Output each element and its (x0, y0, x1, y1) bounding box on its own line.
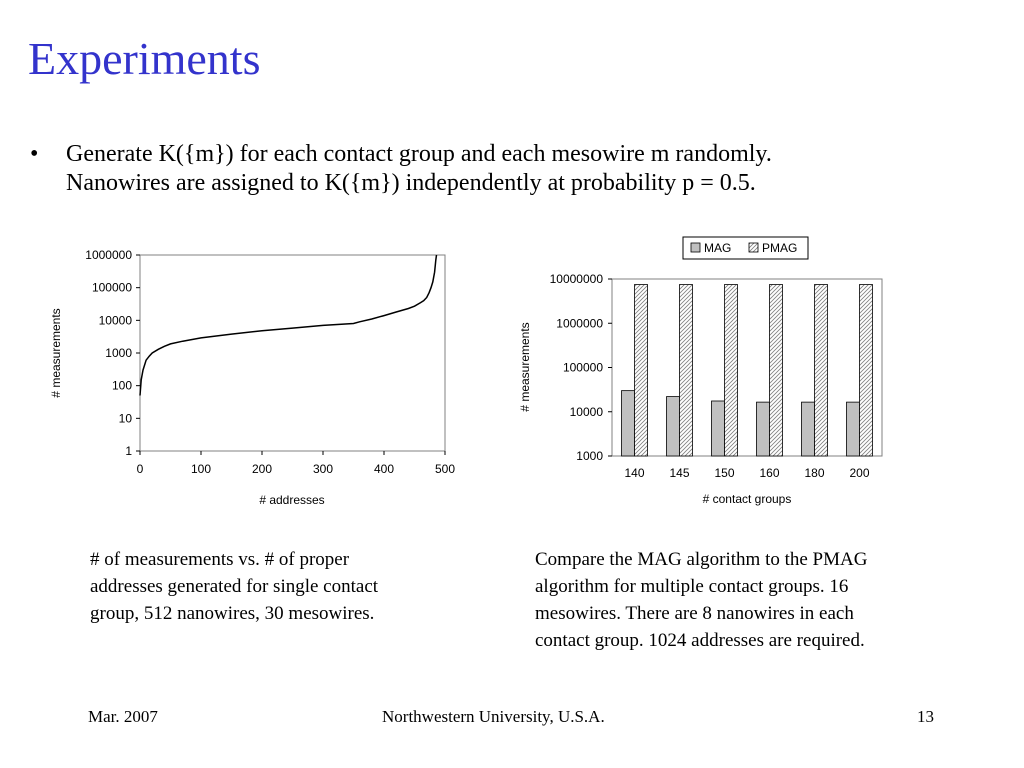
bar-pmag (725, 285, 738, 456)
y-tick-label: 1 (125, 444, 132, 458)
x-axis-label: # contact groups (702, 492, 792, 506)
y-tick-label: 100 (111, 378, 132, 393)
x-tick-label: 145 (669, 466, 690, 480)
plot-area (612, 279, 882, 456)
caption-line: mesowires. There are 8 nanowires in each (535, 603, 854, 624)
x-tick-label: 150 (714, 466, 735, 480)
x-tick-label: 140 (624, 466, 645, 480)
bar-mag (622, 391, 635, 456)
legend (683, 237, 808, 259)
footer-date: Mar. 2007 (88, 707, 158, 726)
y-tick-label: 1000 (105, 346, 132, 360)
caption-line: # of measurements vs. # of proper (90, 549, 350, 570)
bar-pmag (635, 285, 648, 456)
y-tick-label: 10000 (569, 404, 603, 419)
bar-mag (757, 402, 770, 456)
y-axis-label: # measurements (49, 308, 63, 398)
legend-label: MAG (704, 241, 732, 255)
caption-line: Compare the MAG algorithm to the PMAG (535, 549, 868, 570)
footer-institution: Northwestern University, U.S.A. (382, 707, 605, 726)
y-tick-label: 100000 (562, 360, 603, 375)
x-tick-label: 0 (136, 462, 144, 476)
x-tick-label: 200 (849, 466, 870, 480)
x-tick-label: 300 (312, 462, 334, 476)
bar-mag (712, 401, 725, 456)
caption-line: algorithm for multiple contact groups. 16 (535, 576, 849, 597)
x-axis-label: # addresses (259, 493, 325, 507)
bar-chart (505, 232, 905, 512)
caption-line: addresses generated for single contact (90, 576, 379, 597)
y-tick-label: 100000 (91, 280, 132, 295)
legend-swatch-pmag (749, 243, 758, 252)
y-tick-label: 1000000 (556, 316, 603, 331)
line-chart (40, 240, 480, 515)
y-tick-label: 1000 (576, 449, 603, 463)
bar-pmag (860, 285, 873, 456)
x-tick-label: 400 (373, 462, 395, 476)
x-tick-label: 180 (804, 466, 825, 480)
page-number: 13 (917, 707, 934, 726)
x-tick-label: 200 (251, 462, 273, 476)
bar-mag (802, 402, 815, 456)
bullet-symbol: • (30, 141, 39, 167)
slide-title: Experiments (28, 33, 261, 84)
y-tick-label: 1000000 (85, 248, 132, 262)
plot-area (140, 255, 445, 451)
legend-swatch-mag (691, 243, 700, 252)
bullet-line: Nanowires are assigned to K({m}) independently at probability p = 0.5. (66, 170, 756, 196)
bar-mag (667, 397, 680, 456)
caption-line: group, 512 nanowires, 30 mesowires. (90, 603, 375, 624)
bar-mag (847, 402, 860, 456)
caption-line: contact group. 1024 addresses are required. (535, 630, 865, 651)
left-chart-caption (90, 546, 378, 627)
right-chart-caption (535, 546, 867, 654)
x-tick-label: 100 (190, 462, 212, 476)
x-tick-label: 160 (759, 466, 780, 480)
y-axis-label: # measurements (518, 322, 532, 412)
bullet-text (66, 140, 966, 198)
bar-pmag (680, 285, 693, 456)
y-tick-label: 10 (118, 411, 132, 426)
legend-label: PMAG (762, 241, 798, 255)
y-tick-label: 10000000 (549, 272, 603, 286)
bar-pmag (815, 285, 828, 456)
x-tick-label: 500 (434, 462, 456, 476)
bar-pmag (770, 285, 783, 456)
bullet-line: Generate K({m}) for each contact group and each mesowire m randomly. (66, 141, 772, 167)
y-tick-label: 10000 (98, 313, 132, 328)
